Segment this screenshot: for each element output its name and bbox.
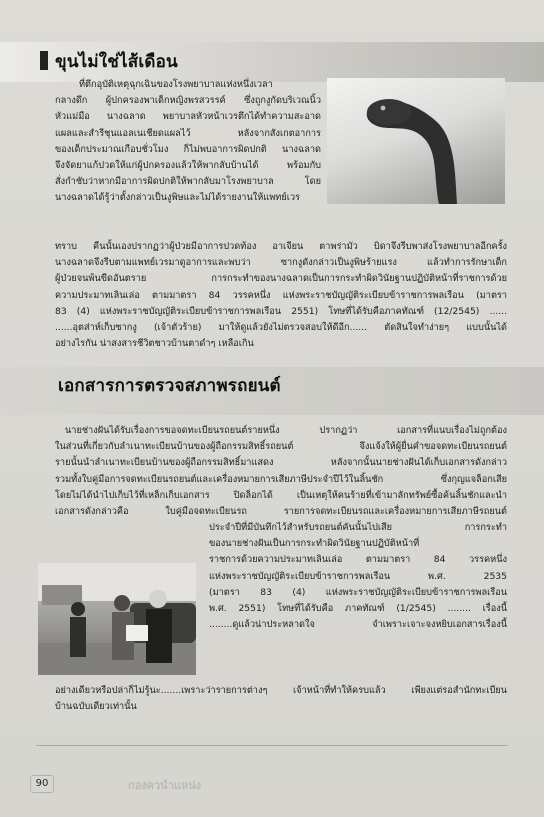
text-line: พ.ศ. 2551) โทษที่ได้รับคือ ภาคทัณฑ์ (1/2545) ........ เรื่องนี้ — [209, 603, 507, 615]
text-line: รายนั้นนำลำเนาทะเบียนบ้านของผู้ถือกรรมสิทธิ์มาแสดง หลังจากนั้นนายช่างฝันได้เก็บเอกสารดังกล่าว — [55, 457, 507, 469]
page-number: 90 — [30, 775, 54, 793]
text-line: ........ดูแล้วน่าประหลาดใจ จำเพราะเจาะจงหยิบเอกสารเรื่องนี้ — [209, 619, 507, 631]
text-line: สั่งกำชับว่าหากมีอาการผิดปกติให้พากลับมาโรงพยาบาล โดย — [55, 176, 321, 188]
text-line: ประจำปีที่มีบันทึกไว้สำหรับรถยนต์คันนั้นไปเสีย การกระทำ — [209, 522, 507, 533]
text-line: รวมทั้งใบคู่มือการจดทะเบียนรถยนต์และเครื่องหมายการเสียภาษีประจำปีไว้ในลิ้นชัก ซึ่งกุญแจล็อกเสีย — [55, 473, 507, 485]
inspection-photo — [38, 563, 196, 675]
text-line: ความประมาทเลินเล่อ ตามมาตรา 84 วรรคหนึ่ง แห่งพระราชบัญญัติระเบียบข้าราชการพลเรือน (มาตรา — [55, 289, 507, 301]
section-title-1: ขุนไม่ใช่ไส้เดือน — [55, 52, 178, 72]
text-line: บ้านฉบับเดียวเท่านั้น — [55, 701, 137, 713]
text-line: แห่งพระราชบัญญัติระเบียบข้าราชการพลเรือน พ.ศ. 2535 — [209, 570, 507, 582]
footer-rule — [36, 745, 508, 746]
section-heading-1 — [40, 48, 178, 75]
section2-wrapped-text — [209, 520, 507, 633]
section2-full-text — [55, 423, 507, 520]
text-line: แผลและสำรีชุนแอลเนเชียดแผลไว้ หลังจากสังเกตอาการ — [55, 127, 321, 139]
text-line: ที่ตึกอุบัติเหตุฉุกเฉินของโรงพยาบาลแห่งหนึ่งเวลา — [79, 79, 273, 90]
section1-full-text — [55, 239, 507, 352]
text-line: จึงจัดยาแก้ปวดให้แก่ผู้ปกครองแล้วให้พากลับบ้านได้ พร้อมกับ — [55, 160, 321, 172]
text-line: นางฉลาดได้รู้ว่าตั้งกล่าวเป็นงูพิษและไม่ได้รายงานให้แพทย์เวร — [55, 192, 300, 204]
text-line: หัวแม่มือ นางฉลาด พยาบาลหัวหน้าเวรตึกได้ทำความสะอาด — [55, 111, 321, 123]
heading-bar — [40, 51, 48, 70]
text-line: นายช่างฝันได้รับเรื่องการขอจดทะเบียนรถยนต์รายหนึ่ง ปรากฏว่า เอกสารที่แนบเรื่องไม่ถูกต้อง — [65, 425, 507, 436]
text-line: กลางดึก ผู้ปกครองพาเด็กหญิงพรสวรรค์ ซึ่งถูกงูกัดบริเวณนิ้ว — [55, 95, 321, 107]
section-title-2: เอกสารการตรวจสภาพรถยนต์ — [58, 376, 281, 396]
text-line: ของนายช่างฝันเป็นการกระทำผิดวินัยฐานปฏิบัติหน้าที่ — [209, 538, 420, 550]
snake-photo — [327, 78, 505, 204]
text-line: ผู้ป่วยจนพ้นขีดอันตราย การกระทำของนางฉลาดเป็นการกระทำผิดวินัยฐานปฏิบัติหน้าที่ราชการด้วย — [55, 273, 507, 285]
section1-wrapped-text — [55, 77, 321, 207]
text-line: อย่างเดียวหรือปล่าก็ไม่รู้นะ.......เพราะว่ารายการต่างๆ เจ้าหน้าที่ทำให้ครบแล้ว เพียงแต่รอสำนักทะเบียน — [55, 685, 507, 696]
text-line: ในส่วนที่เกี่ยวกับลำเนาทะเบียนบ้านของผู้ถือกรรมสิทธิ์รถยนต์ จึงแจ้งให้ผู้ยื่นคำขอจดทะเบียนรถยนต์ — [55, 441, 507, 453]
section2-closing-text — [55, 683, 507, 715]
text-line: (มาตรา 83 (4) แห่งพระราชบัญญัติระเบียบข้าราชการพลเรือน — [209, 586, 507, 598]
people-car-illustration — [38, 563, 196, 675]
footer-label: กองควนำแหน่ง — [128, 779, 202, 792]
text-line: นางฉลาดจึงรีบตามแพทย์เวรมาดูอาการและพบว่า ซากงูดังกล่าวเป็นงูพิษร้ายแรง แล้วทำการรักษาเด็ก — [55, 257, 507, 269]
text-line: โดยไม่ได้นำไปเก็บไว้ที่เหล็กเก็บเอกสาร ปิดล็อกได้ เป็นเหตุให้คนร้ายที่เข้ามาลักทรัพย์ซื้อค้นลิ้นชักและนำ — [55, 489, 507, 501]
snake-illustration — [327, 78, 505, 204]
text-line: อย่างไรกัน น่าสงสารชีวิตชาวบ้านตาดำๆ เหลือเกิน — [55, 338, 254, 350]
text-line: 83 (4) แห่งพระราชบัญญัติระเบียบข้าราชการพลเรือน 2551) โทษที่ได้รับคือภาคทัณฑ์ (12/2545) ...... — [55, 305, 507, 317]
section-heading-2 — [58, 372, 281, 399]
text-line: ......อุตส่าห์เก็บซากงู (เจ้าตัวร้าย) มาให้ดูแล้วยังไม่ตรวจสอบให้ดีอีก...... ตัดสินใจทำง่ายๆ แบบนั้นได้ — [55, 322, 507, 334]
text-line: ราชการด้วยความประมาทเลินเล่อ ตามมาตรา 84 วรรคหนึ่ง — [209, 554, 507, 566]
text-line: ทราบ คืนนั้นเองปรากฏว่าผู้ป่วยมีอาการปวดท้อง อาเจียน ตาพร่ามัว บิดาจึงรีบพาส่งโรงพยาบาลอีกครั้ง — [55, 241, 507, 252]
text-line: เอกสารดังกล่าวคือ ใบคู่มือจดทะเบียนรถ รายการจดทะเบียนรถและเครื่องหมายการเสียภาษีรถยนต์ — [55, 506, 507, 518]
text-line: ของเด็กประมาณเกือบชั่วโมง ก็ไม่พบอาการผิดปกติ นางฉลาด — [55, 143, 321, 155]
